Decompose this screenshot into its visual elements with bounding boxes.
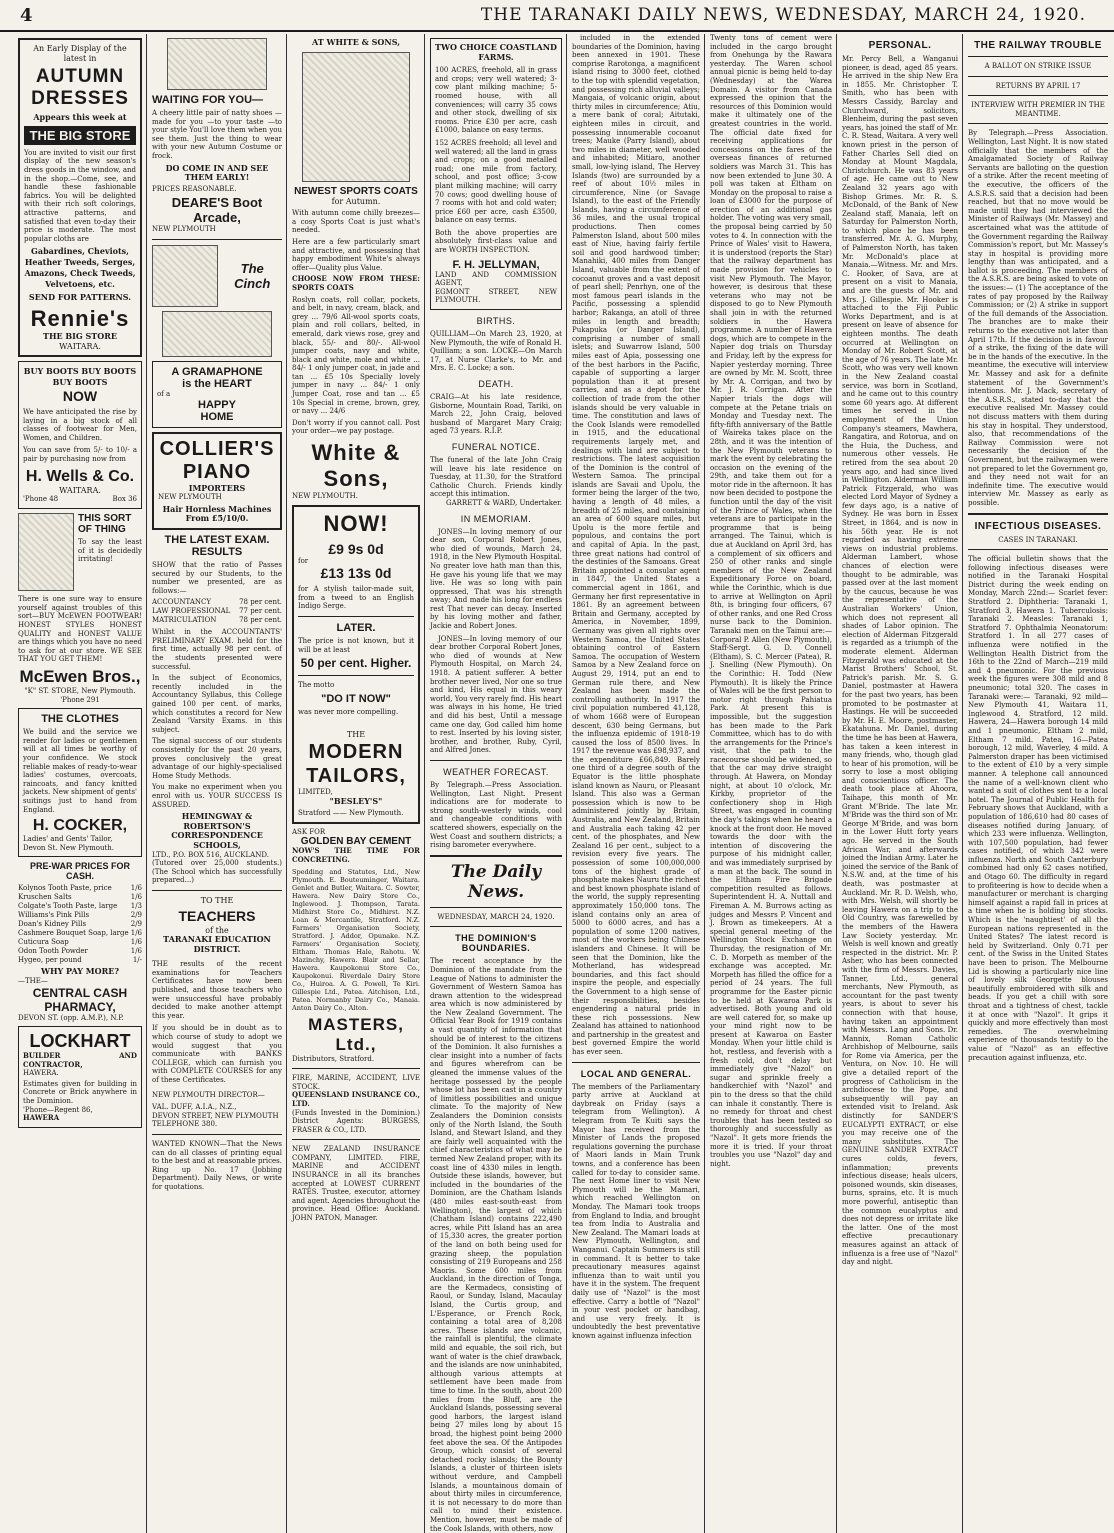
column-5 [568,34,704,1533]
funeral-signature: GARRETT & WARD, Undertaker. [446,498,562,507]
ad-body: The price is not known, but it will be at least [298,637,414,654]
price-item: Hygeo, per pound [18,956,82,965]
column-2 [148,34,286,1533]
column-7 [838,34,962,1533]
ad-body: SHOW that the ratio of Passes secured by our Students, to the number we presented, are as follows:— [152,560,282,595]
memoriam-notice: JONES—In loving memory of our dear son, Corporal Robert Jones, who died of wounds, March 24, 1918, in the New Plymouth Hospital. No greater love hath man than this, He gave his young life that we may live. He was so long with pain oppressed, That was his strength away; And made his long for endless rest That never can decay. Inserted by his loving mother and father, Jackie and Robert Jones. [430,527,562,631]
result-value: 77 per cent. [239,607,282,616]
ad-headline: AUTUMN [35,66,125,88]
autumn-dresses-ad [18,38,142,357]
column-3 [288,34,424,1533]
farm-listing: 152 ACRES freehold; all level and well watered; all the land in grass and crops; on a good metalled road; one mile from factory, school, and post office; 3-cow plant milking machine; will carry 70 cows; good dwelling house of 7 rooms with hot and cold water; price £60 per acre, cash £3500, balance on easy terms. [435,138,557,225]
man-portrait-illustration [152,245,218,307]
price-item: Doan's Kidney Pills [18,920,87,929]
ad-headline: LATER. [336,622,376,634]
section-heading: PERSONAL. [868,40,932,51]
ad-body: We have anticipated the rise by laying in a big stock of all classes of footwear for Men, Women, and Children. [23,408,137,442]
price-item: Kolynos Tooth Paste, price [18,884,112,893]
result-value: 78 per cent. [239,598,282,607]
ad-body: We build and the service we render for ladies or gentlemen will at all times be worthy of your confidence. We stock reliable makes of ready-to-wear ladies' costumes, overcoats, raincoats, and fancy knitted jackets. New shipment of gents' suitings just to hand from England. [23,728,137,814]
ad-headline: WAITING FOR YOU— [152,94,264,106]
funeral-notice: The funeral of the late John Craig will leave his late residence on Tuesday, at 11.30, for the Stratford Catholic Church. Friends kindly accept this intimation. [430,455,562,499]
ad-headline: THE CLOTHES [41,713,119,726]
price-value: £13 13s 0d [320,565,392,582]
price-item: Kruschen Salts [18,893,72,902]
school-address: LTD., P.O. BOX 516, AUCKLAND. [152,850,269,859]
store-name: MODERN TAILORS, [306,740,406,787]
article-subhead: RETURNS BY APRIL 17 [995,81,1081,90]
store-sub: Ladies' and Gents' Tailor, [23,835,113,844]
result-subject: MATRICULATION [152,616,217,625]
gramophone-ad [152,245,282,428]
nz-insurance-ad: NEW ZEALAND INSURANCE COMPANY, LIMITED. FIRE, MARINE and ACCIDENT INSURANCE in all its branches accepted at LOWEST CURRENT RATES. Trustee, executor, attorney and agent. Agencies throughout the province. Head Office: Auckland. JOHN PATON, Manager. [292,1145,420,1223]
ad-callout: WHY PAY MORE? [40,966,120,977]
director-address: DEVON STREET, NEW PLYMOUTH [152,1111,279,1120]
ad-headline: GOLDEN BAY CEMENT [300,836,412,848]
ad-body: A cheery little pair of natty shoes —made for you —to your taste —to your style You'll love them when you see them. Just the thing to wear with your new Autumn Costume or frock. [152,109,282,160]
price-item: Colgate's Tooth Paste, large [18,902,118,911]
store-town: WAITARA. [59,485,101,495]
exam-results-ad [152,534,282,885]
mcewen-ad [18,513,142,704]
ad-body: Estimates given for building in Concrete or Brick anywhere in the Dominion. [23,1079,137,1106]
price-item: Odon Tooth Powder [18,947,88,956]
price-value: 1/3 [130,902,142,911]
pharmacy-ad [18,861,142,1022]
agent-name: F. H. JELLYMAN, [452,258,540,271]
ad-headline: TWO CHOICE COASTLAND FARMS. [435,42,557,62]
ad-headline: DRESSES [31,88,129,110]
personal-news: Mr. Percy Bell, a Wanganui pioneer, is dead, aged 85 years. He arrived in the ship New Era in 1855. Mr. Christopher T. Smith, who has been with Messrs Cassidy, Barclay and Churchward, solicitors, Blenheim, during the past seven years, has joined the staff of Mr. C. R. Stead, Waitara. A very well known priest in the person of Father Charles Sell died on Monday at Mount Magdala, Christchurch. He was 83 years of age. He came out to New Zealand 32 years ago with Bishop Grimes. Mr. R. S. McDonald, of the Bank of New Zealand staff, Manaia, left on Saturday for Palmerston North, to which place he has been transferred. Mr. A. G. Murphy, of Palmerston North, has taken Mr. McDonald's place at Manaia.—Witness. Mr. and Mrs. C. Hooker, of Sava, are at present on a visit to Manaia, and are the guests of Mr. and Mrs. J. Gillespie. Mr. Hooker is attached to the Fiji Public Works Department, and is at present on leave of absence for eighteen months. The death occurred at Wellington on Monday of Mr. Robert Scott, at the age of 76 years. The late Mr. Scott, who was very well known in the New Zealand coastal service, was born in Scotland, and he came out to this country some 60 years ago. At different times he served in the employment of the Union Company's steamers, Mawhera, Rangatira, and Rotorua, and on the Huia, the Duchess, and numerous other vessels. He retired from the sea about 20 years ago, and had since lived in Wellington. Alderman William Patrick Fitzgerald, who was elected Lord Mayor of Sydney a few days ago, is a native of Sydney. He was born in Essex Street, in 1864, and is now in his 56th year. He is not regarded as having extreme views on industrial problems. Alderman Lambert, whose chances of election were thought to be admirable, was passed over at the last moment by the caucus, because he was the representative of the Australian Workers' Union, which does not represent all shades of Labor opinion. The election of Alderman Fitzgerald is regarded as a triumph of the moderate element. Alderman Fitzgerald was educated at the Marist Brothers' School, St. Patrick's parish. Mr. S. G. Daniel, postmaster at Hawera for the past two years, has been promoted to be postmaster at Hastings. He will be succeeded by Mr. H. E. Moore, postmaster, Ekatahuna. Mr. Daniel, during the time he has been at Hawera, has taken a keen interest in many friends, who, though glad to hear of his promotion, will be sorry to lose a most obliging and conscientious officer. The death took place at Ahoora, Taihape, this month of Mr. Grant M'Bride. The late Mr. M'Bride was the third son of Mr. George M'Bride, and was born in the Lower Hutt forty years ago. He served in the South African War, and afterwards joined the Indian Army. Later he joined the service of the Bank of N.S.W. and, at the time of his death, was postmaster at Auckland. Mr. R. D. Welsh, who, with Mrs. Welsh, will shortly be leaving Hawera on a trip to the Old Country, was farewelled by the members of the Hawera Law Society yesterday. Mr. Welsh is well known and greatly respected in the district. Mr. P. Asher, who has been connected with the firm of Messrs. Davies, Tanner, Ltd., general merchants, New Plymouth, as accountant for the past twenty years, is about to sever his connection with that house, having taken an appointment with Messrs. Lang and Sons. Dr. Mannix, Roman Catholic Archbishop of Melbourne, sails for Rome via America, per the Ventura, on Nov. 10. He will give a detailed report of the progress of Catholicism in the archdiocese to the Pope, and subsequently will pay an extended visit to Ireland. Ask distinctly for SANDER'S EUCALYPTI EXTRACT, or else you may receive one of the many substitutes. The GENUINE SANDER EXTRACT cures colds, fevers, inflammation; prevents infectious disease; heals ulcers, poisoned wounds, skin diseases, burns, sprains, etc. It is much more powerful, antiseptic than the common eucalyptus and does not depress or irritate like the latter. One of the most effective precautionary measures against an attack of influenza is a free use of "Nazol" day and night. [842,55,958,1267]
store-town: NEW PLYMOUTH [152,225,216,234]
ad-headline: BUY BOOTS BUY BOOTS BUY BOOTS [23,366,137,388]
masthead [0,0,1114,32]
ad-subhead: for Autumn. [331,196,381,206]
ad-body: Here are a few particularly smart and attractive, and possessing that happy embodiment White's always offer—Quality plus Value. [292,237,420,272]
price-item: Cashmere Bouquet Soap, large [18,929,129,938]
death-notice: CRAIG—At his late residence, Gisborne, Mountain Road, Tariki, on March 22, John Craig, beloved husband of Margaret Mary Craig; aged 73 years. R.I.P. [430,393,562,436]
clothes-ad [18,708,142,857]
price-value: 1/- [132,956,142,965]
result-subject: ACCOUNTANCY [152,598,211,607]
price-item: Williams's Pink Pills [18,911,90,920]
store-town: HAWERA. [23,1069,59,1078]
store-sub: LIMITED, [298,787,333,796]
weather-report: By Telegraph.—Press Association. Wellington, Last Night. Present indications are for moderate to strong south-westerly winds, cool and changeable conditions with scattered showers, especially on the West Coast and southern districts; a rising barometer everywhere. [430,780,562,850]
editorial-masthead: The Daily News. [450,861,542,902]
store-address: Devon St. New Plymouth. [23,843,115,852]
price-value: 2/9 [130,920,142,929]
article-headline: THE RAILWAY TROUBLE [974,40,1102,51]
ad-headline: HAPPY [198,398,236,411]
ad-body: The signal success of our students consistently for the past 20 years, proves conclusively the great advantage of our highly-specialised Home Study Methods. [152,737,282,780]
article-subhead: A BALLOT ON STRIKE ISSUE [984,62,1092,70]
column-8 [964,34,1112,1533]
local-news: Twenty tons of cement were included in the cargo brought from Onehunga by the Rawara yesterday. The Waren school annual picnic is being held to-day (Wednesday) at the Warea Domain. A visitor from Canada expressed the opinion that the resources of this Dominion would make it ultimately one of the greatest countries in the world. The official date fixed for receiving applications for concessions on the fares of the overseas finances of returned soldiers was March 31. This has now been extended to June 30. A poll was taken at Eltham on Monday on the proposal to raise a loan of £3000 for the purpose of erection of an additional gas holder. The voting was very small, the proposal being carried by 50 votes to 4. In connection with the Prince of Wales' visit to Hawera, it is understood (reports the Star) that the railway department has made provision for vehicles to visit New Plymouth. The Mayor, however, is desirous that these veterans who may not be disposed to go to New Plymouth shall join in with the returned soldiers in the Hawera programme. A number of Hawera dogs, which are to compete in the Napier dog trials on Thursday and Friday, left by the express for Napier yesterday morning. Three are owned by Mr. M. Scott, three by Mr. A. Corrigan, and two by Mr. J. R. Corrigan. After the Napier trials the dogs will compete at the Petane trials on Monday and Tuesday next. The fifty-fifth anniversary of the Battle of Waireka takes place on the 28th, and it was the intention of the New Plymouth veterans to mark the event by celebrating the occasion on the evening of the 29th, and take them out for a motor ride in the afternoon. It has now been decided to postpone the function until the day of the visit of the Prince of Wales, when the veterans are to participate in the programme that is being arranged. The Tainui, which is due at Auckland on April 3rd, has a complement of six officers and 250 of other ranks and single members of the New Zealand Expeditionary Force on board, while the Corinthic, which is due to arrive at Wellington on April 8th, is bringing four officers, 67 of other ranks, and one Red Cross nurse back to the Dominion. Taranaki men on the Tainui are:—Corporal P. Allen (New Plymouth), Staff-Sergt. G. D. Connell (Eltham), S. C. Mercer (Patea), R. J. Snelling (New Plymouth). On the Corinthic: H. Todd (New Plymouth). It is likely the Prince of Wales will be the first person to motor right through Pahiatua Park. At present this is impossible, but the suggestion has been made to the Park Committee, which has to do with the arrangements for the Prince's visit, that the path to the racecourse should be widened, so that the car may drive straight through. At Hawera, on Monday night, at about 10 o'clock, Mr. Kirkby, proprietor of the confectionery shop in High Street, was engaged in counting the day's takings when he heard a knock at the front door. He moved towards the door with the intention of discovering the purpose of his midnight caller, and was immediately surprised by a man at the back. The sound in the Eltham Fire Brigade competition resulted as follows. Superintendent H. A. Nuttall and Fireman A. M. Burrows acting as judges and Messrs P. Vincent and J. Brown as timekeepers. At a special general meeting of the Wellington Stock Exchange on Thursday, the resignation of Mr. C. D. Morpeth as member of the exchange was accepted. Mr. Morpeth has filled the office for a period of 24 years. The full programme for the Easter picnic to be held at Kawaroa Park is advertised. Both young and old are well catered for, so make up your mind right now to be present at Kawaroa on Easter Monday. When your little child is hot, restless, and feverish with a fresh cold, don't delay but immediately give "Nazol" on sugar and sprinkle freely a handkerchief with "Nazol" and pin to the dress so that the child can inhale it constantly. There is no remedy for throat and chest troubles that has been tested so thoroughly and successfully as "Nazol". It gets more friends the more it is tried. If your throat troubles you use "Nazol" day and night. [710,34,832,1168]
section-heading: WEATHER FORECAST. [443,766,549,777]
ad-callout: DO COME IN AND SEE THEM EARLY! [165,162,269,183]
article-body: included in the extended boundaries of the Dominion, having been annexed in 1901. These comprise Rarotonga, a magnificent island rising to 3000 feet, clothed to the top with splendid vegetation, and possessing rich alluvial valleys; Mangaia, of volcanic origin, about thirty miles in circumference; Atiu, a mere bank of coral; Aitutaki, eighteen miles in circuit, and possessing innumerable cocoanut trees; Mauke (Parry Island), about two miles in diameter, well wooded and inhabited; Mitiaro, another small, low-lying island, The Hervey Islands (two) are surrounded by a reef of about 10½ miles in circumference, Nine (or Savage Island), to the east of the Friendly Islands, having a circumference of 36 miles, and the usual tropical productions. Then comes Palmerston Island, about 500 miles east of Niue, having fairly fertile soil and good hardwood timber; Manahiki, 400 miles from Danger Island, valuable from the extent of cocoanut groves and a vast deposit of pearl shell; Penrhyn, one of the most famous pearl islands in the Pacific, possessing a splendid harbor; Rakanga, an atoll of three miles in length and breadth; Pukapuka (or Danger Island), comprising a number of small islets; and Suwarrow Island, 500 miles east of Apia, possessing one of the best harbors in the Pacific, capable of supporting a larger population than it at present carries, and as a depot for the collection of trade from the other islands should be very valuable in time. The constitution and laws of the Cook Islands were remodelled in 1915, and the educational requirements largely met, and dealings with land are subject to restrictions. The latest acquisition of the Dominion is the control of Western Samoa. The principal islands are Savaii and Upolu, the former being the larger of the two, having a length of 48 miles, a breadth of 25 miles, and containing an area of 600 square miles, but Upolu is the more fertile and populous, and contains the port and capital of Apia. In the past, three great nations had control of the destinies of the Samoans. Great Britain appointed a consular agent in 1847, the United States a commercial agent in 1861, and Germany her first representative in 1861. By an agreement between Britain and Germany, accepted by America, in November, 1899, Germany was given all rights over Western Samoa, the United States obtaining control of Eastern Samoa. The occupation of Western Samoa by a New Zealand force on August 29, 1914, put an end to German rule there, and New Zealand has been made the controlling authority. In 1917 the civil population numbered 41,128, of whom 1668 were of European descent, 630 being Germans, but the influenza epidemic of 1918-19 caused the loss of 8500 lives. In 1917 the revenue was £98,937, and the expenditure £66,849. Barely one third of a degree south of the Equator is the little phosphate island known as Nauru, or Pleasant Island. This also was a German possession which is now to be administered jointly by Britain, Australia, and New Zealand, Britain and Australia each taking 42 per cent. of the phosphates, and New Zealand 16 per cent., subject to a revision every five years. The possession of some 100,000,000 tons of the highest grade of phosphate makes Nauru the richest and best known phosphate island of the world, the supply representing approximately 150,000 tons. The island contains only an area of 5000 to 6000 acres, and has a population of some 1200 natives, most of the workers being Chinese islanders and Chinese. It will be seen that the Dominion, like the Motherland, has widespread boundaries, and this fact should inspire the people, and especially the Government to a high sense of their responsibilities, besides engendering a natural pride in these rich possessions. New Zealand has attained to nationhood and partnership in the greatest and best governed Empire the world has ever seen. [572,34,700,1057]
farms-ad [430,38,562,310]
column-6 [706,34,836,1533]
teachers-ad [152,896,282,1129]
ad-callout: 50 per cent. Higher. [300,656,412,671]
column-4 [426,34,566,1533]
ad-headline: PIANO [182,460,252,483]
ad-callout: SEND FOR PATTERNS. [28,292,132,303]
section-heading: FUNERAL NOTICE. [451,441,541,452]
white-sons-ad [292,38,420,501]
store-address: DEVON ST. (opp. A.M.P.), N.P. [18,1013,124,1022]
section-heading: DEATH. [478,379,514,389]
price-value: 1/6 [130,947,142,956]
section-heading: IN MEMORIAM. [460,513,532,524]
store-phone: 'Phone—Regent 86, [23,1105,93,1114]
ad-label: ASK FOR [292,827,326,836]
store-banner: THE BIG STORE [24,126,136,145]
store-name: Rennie's [30,305,130,331]
ad-brand: The Cinch [234,260,271,291]
ad-headline: NOW [62,388,98,405]
ad-callout: "DO IT NOW" [321,692,391,705]
ad-label: THE [346,730,366,740]
section-heading: BIRTHS. [476,316,516,327]
store-town: NEW PLYMOUTH [158,493,222,502]
ad-body: was never more compelling. [298,707,399,716]
shoe-illustration [167,38,267,90]
ad-body: If you should be in doubt as to which course of study to adopt we would suggest that you communicate with BANKS COLLEGE, which can furnish you with COMPLETE COURSES for any of these Certificates. [152,1024,282,1084]
store-town: NEW PLYMOUTH. [292,492,358,501]
store-town: Stratford —— New Plymouth. [298,809,404,818]
ad-label: of a [157,389,171,398]
buy-boots-ad [18,361,142,509]
store-name: MASTERS, Ltd., [308,1014,404,1054]
store-sub: Distributors, Stratford. [292,1054,375,1063]
ad-body: for A stylish tailor-made suit, from a tweed to an English Indigo Serge. [298,585,414,611]
ad-body: Both the above properties are absolutely first-class value and are WORTH INSPECTION. [435,228,557,255]
store-address: "K" ST. STORE, New Plymouth. 'Phone 291 [24,687,136,704]
store-phone: 'Phone 48 [23,495,59,504]
store-sub: THE BIG STORE [43,330,117,341]
agent-sub: LAND AND COMMISSION AGENT, [435,270,557,288]
article-subhead: INTERVIEW WITH PREMIER IN THE MEANTIME. [971,101,1105,118]
ad-headline: THIS SORT OF THING [78,513,132,536]
ad-body: You make no experiment when you enrol with us. YOUR SUCCESS IS ASSURED. [152,783,282,809]
store-name: COLLIER'S [159,437,275,460]
price-value: 1/6 [130,893,142,902]
store-town: WAITARA. [59,341,101,351]
price-value: 2/9 [130,911,142,920]
article-body: The recent acceptance by the Dominion of the mandate from the League of Nations to administer the Government of Western Samoa has drawn attention to the widespread area which is now administered by the New Zealand Government. The Official Year Book for 1919 contains a vast quantity of information that should be of interest to the citizens of the Dominion. It also furnishes a clear insight into a number of facts and figures wherefrom can be gleaned the immense values of the heritage possessed by the people whose lot has been cast in a country of limitless possibilities and unique climate. To the majority of New Zealanders the Dominion consists only of the North Island, the South Island, and Stewart Island, and they are fairly well acquainted with the chief characteristics of what may be termed New Zealand proper, with its coast line of 4330 miles in length. Outside these islands, however, but included in the boundaries of the Dominion, are the Chatham Islands (480 miles east-south-east from Wellington), the largest of which (Chatham Island) contains 222,490 acres, while Pitt Island has an area of 15,330 acres, the greater portion of the land on both being used for grazing sheep, the population consisting of 219 Europeans and 258 Maoris. Some 600 miles from Auckland, in the direction of Tonga, are the Kermadecs, consisting of Raoul, or Sunday, Island, Macaulay Island, the Curtis group, and L'Esperance, or French Rock, containing a total area of 8,208 acres. These islands are volcanic, the rainfall is plentiful, the climate mild and equable, the soil rich, but want of water is the chief drawback, and the islands are now uninhabited, although various attempts at settlement have been made from time to time. In the south, about 200 miles from the Bluff, are the Auckland Islands, possessing several good harbors, the largest island being 27 miles long by about 15 broad, the highest point being 2000 feet above the sea. Of the Antipodes Group, which consist of several detached rocky islands; the Bounty Islands, a cluster of thirteen islets without verdure, and Campbell Islands, a mountainous domain of about thirty miles in circumference, it is not necessary to do more than call to mind their existence. Mention, however, must be made of the Cook Islands, with others, now [430,957,562,1533]
ad-callout: Hair Hornless Machines From £5/10/0. [162,503,272,524]
ad-body: You can save from 5/- to 10/- a pair by purchasing now from [23,446,137,464]
ad-headline: NOW! [323,510,389,536]
editorial-date: WEDNESDAY, MARCH 24, 1920. [437,912,555,921]
result-subject: LAW PROFESSIONAL [152,607,231,616]
article-body: By Telegraph.—Press Association. Wellington, Last Night. It is now stated officially that the members of the Amalgamated Society of Railway Servants are balloting on the question of a strike. After the recent meeting of the executive, the officers of the A.S.R.S. said that a decision had been reached, but that no move would be made until they had interviewed the Minister of Railways (Mr. Massey) and ascertained what was the attitude of the Government regarding the Railway Commission's report, but Mr. Massey's stay in hospital is providing more lengthy than was anticipated, and a ballot is proceeding. The members of the A.S.R.S. are being asked to vote on the issues:— (1) The acceptance of the rates of pay proposed by the Railway Commission; or (2) A strike in support of the full demands of the Association. The branches are to make their returns to the executive not later than April 17th. If the decision is in favour of a strike, the fixing of the date will be in the hands of the executive. In the meantime, the executive will interview Mr. Massey and ask for a definite statement of the Government's intentions. Mr. J. Mack, secretary of the A.S.R.S., stated to-day that the executive realised Mr. Massey could not discuss matters with them during his stay in hospital. They understood, also, that recommendations of the Railway Commission were not necessarily the decision of the Government, but the railwaymen were not prepared to let the Government go, and they need not wait for an indefinite time. The executive would interview Mr. Massey as early as possible. [968,129,1108,507]
director-phone: TELEPHONE 380. [152,1120,218,1129]
column-1 [14,34,146,1533]
ad-headline: is the HEART [182,377,252,390]
page-number: 4 [20,4,33,26]
births-notice: QUILLIAM—On March 23, 1920, at New Plymouth, the wife of Ronald H. Quilliam; a son. LOCKE—On March 17, at Nurse Clarke's, to Mr. and Mrs. E. C. Locke; a son. [430,330,562,373]
price-value: £9 9s 0d [328,540,384,557]
article-subhead: CASES IN TARANAKI. [998,535,1078,544]
price-item: Cuticura Soap [18,938,69,947]
deare-boot-ad [152,38,282,234]
page-title: THE TARANAKI DAILY NEWS, WEDNESDAY, MARCH 24, 1920. [480,5,1086,25]
ad-body: There is one sure way to ensure yourself against troubles of this sort—BUY McEWEN FOOTWEAR! HONEST STYLES HONEST QUALITY and HONEST VALUE are things which you have no need to ask for at our store. WE SEE THAT YOU GET THEM! [18,595,142,664]
ad-body: THE results of the recent examinations for Teachers Certificates have now been published, and those teachers who were unsuccessful have probably decided to make another attempt this year. [152,960,282,1020]
ad-label: TO THE [200,895,234,905]
ad-label: for [298,556,309,565]
ad-body: Whilst in the ACCOUNTANTS' PRELIMINARY EXAM. held for the first time, actually 98 per cent. of the students presented were successful. [152,628,282,671]
ad-callout: CHOOSE NOW FROM THESE: SPORTS COATS [292,274,420,292]
woman-in-coat-illustration [302,52,410,182]
ad-subhead: NOW'S THE TIME FOR CONCRETING. [292,846,420,864]
store-name: McEwen Bros., [19,667,141,686]
ad-headline: QUEENSLAND INSURANCE CO., LTD. [292,1090,420,1108]
ad-subhead: TARANAKI EDUCATION DISTRICT. [163,934,271,954]
collier-piano-ad [152,432,282,530]
cement-ad [292,828,420,1063]
school-note: (Tutored over 25,000 students.) (The School which has successfully prepared...) [152,859,282,885]
result-value: 78 per cent. [239,616,282,625]
cartoon-figure-illustration [18,513,74,591]
article-body: The official bulletin shows that the following infectious diseases were notified in the Taranaki Hospital District during the week ending on Monday, March 22nd:— Scarlet fever: Stratford 2. Diphtheria: Taranaki 1, Stratford 3, Hawera 1. Tuberculosis: Taranaki 2. Measles: Taranaki 1, Stratford 7. Ophthalmia Neonatorum: Stratford 1. In all 277 cases of influenza were notified in the Wellington Health District from the 16th to the 22nd of March—219 mild and 4 pneumonic. For the previous week the figures were 308 mild and 8 pneumonic; total 320. The cases in Taranaki were:— Taranaki, 92 mild—New Plymouth 41, Waitara 11, Inglewood 4, Stratford, 12 mild. Hawera, 24—Hawera borough 14 mild and 1 pneumonic, Eltham 2 mild, Eltham 7 mild. Patea, 16—Patea borough, 12 mild, Waverley, 4 mild. A Palmerston draper has been victimised to the extent of £10 by a very simple manner. A telephone call announced the name of a well-known client who wanted a suit of clothes sent to a local hotel. The Journal of Public Health for February shows that Auckland, with a population of 186,610 had 80 cases of diseases notified during January, of which 233 were influenza. Wellington, with 107,500 population, had fewer cases notified, of which 342 were influenza. North and South Canterbury combined had only 62 cases notified, and Otago 60. The difficulty in regard to profiteering is how to decide when a manufacturer or merchant is charging himself against a rapid fall in prices at a time when he is holding big stocks. Which is the 'naughtiest' of all the European nations represented in the United States? The latest record is held by Switzerland. Only 0.71 per cent. of the Swiss in the United States have been to prison. The Melbourne Lid is showing a particularly nice line of lovely silk Georgette blouses beautifully embroidered with silk and beads. If you get a chill with sore throat and a tightness of chest, tackle it at once with "Nazol". It grips it quickly and more effectively than most remedies. The overwhelming experience of thousands testify to the value of "Nazol" as an effective precaution against influenza, etc. [968,555,1108,1062]
ad-body: To say the least of it is decidedly irritating! [78,538,142,564]
ad-label: —THE— [18,976,48,985]
store-town: HAWERA [23,1113,60,1123]
queensland-insurance-ad [292,1074,420,1134]
modern-tailors-ad [292,505,420,824]
ad-headline: AT WHITE & SONS, [312,37,400,47]
section-heading: LOCAL AND GENERAL. [580,1068,692,1079]
printing-notice: WANTED KNOWN—That the News can do all classes of printing equal to the best and at reasonable prices. Ring up No. 17 (Jobbing Department). Daily News, or write for quotations. [152,1139,282,1191]
ad-headline: NEWEST SPORTS COATS [294,185,418,197]
ad-body: Roslyn coats, roll collar, pockets, and belt, in navy, cream, black, and grey ... 79/6 All-wool sports coats, plain and roll collars, belted, in emerald, dark views rose, grey and black, 55/- and 80/-. All-wool jumper coats, navy and white, black and white, mole and white ... 84/- 1 only jumper coat, in jade and tan ... £5 10s Specially lovely jumper in navy ... 84/- 1 only Jumper Coat, rose and tan ... £5 10s Special in creme, brown, grey, or navy ... 24/6 [292,295,420,416]
store-name: H. COCKER, [32,817,128,835]
ad-headline: THE LATEST EXAM. RESULTS [164,533,270,558]
local-news: The members of the Parliamentary party arrive at Auckland at daybreak on Friday (says a telegram from Wellington). A telegram from Te Kuiti says the Mayor has received from the Minister of Lands the proposed regulations governing the purchase of Maori lands in Main Trunk towns, and a conference has been called for to-day to consider same. The next Home liner to visit New Plymouth will be the Mamari, which reached Wellington on Monday. The Mamari took troops from England to India, and brought tea from India to Australia and New Zealand. The Mamari loads at New Plymouth, Wellington, and Wanganui. Captain Summers is still in command. It is better to take precautionary measures against influenza than to wait until you have it in the system. The frequent daily use of "Nazol" is the most effective. Carry a bottle of "Nazol" in your vest pocket or handbag, and use very freely. It is undoubtedly the best preventative known against influenza infection [572,1082,700,1340]
store-name: LOCKHART [29,1031,131,1052]
store-name: H. Wells & Co. [25,467,135,485]
ad-label: of the [205,925,229,935]
ad-label: The motto [298,681,335,690]
store-name: White & Sons, [311,440,401,492]
price-value: 1/6 [130,929,142,938]
price-value: 1/6 [130,938,142,947]
director-label: NEW PLYMOUTH DIRECTOR— [152,1090,265,1099]
store-name: DEARE'S Boot Arcade, [171,195,263,226]
store-name: CENTRAL CASH PHARMACY, [32,985,128,1014]
agent-list: Spedding and Statutes, Ltd., New Plymouth. E. Bouteuminger, Waitara. Genlet and Butler, Waitara. C. Sowter, Hawera. New Dairy Store Co., Inglewood. J. Thompson, Tarata. Midhirst Store Co., Midhirst. N.Z. Loan & Mercantile, Stratford. N.Z. Farmers' Organisation Society, Stratford. J. Addor, Opunake. N.Z. Farmers' Organisation Society, Eltham. Thomas Hale, Rahotu. W. Mazinchy, Hawera. Blair and Sellar, Hawera. Kaupokonui Store Co., Kaupokonui. Riverdale Dairy Store Co., Huiroa. A. G. Powell, Te Kiri. Gillespie Ltd., Patea. Aitchison, Ltd., Patea. Normanby Dairy Co., Manaia. Anton Dairy Co., Alton. [292,867,420,1012]
ad-subhead: Appears this week at [33,112,127,123]
ad-body: With autumn come chilly breezes—a cosy Sports Coat is just what's needed. [292,209,420,235]
ad-body: You are invited to visit our first display of the new season's dress goods in the window, and in the shop.—Come, see, and handle these fashionable fabrics. You will be delighted with their rich soft colorings, attractive patterns, and satisfied that even to-day their price is moderate. The most popular cloths are [24,148,136,243]
price-value: 1/6 [130,884,142,893]
director-name: VAL. DUFF, A.I.A., N.Z., [152,1103,237,1112]
article-headline: THE DOMINION'S BOUNDARIES. [455,933,537,954]
article-headline: INFECTIOUS DISEASES. [974,520,1102,532]
store-sub: "BESLEY'S" [329,795,383,806]
agent-address: EGMONT STREET, NEW PLYMOUTH. [435,287,557,305]
school-name: HEMINGWAY & ROBERTSON'S CORRESPONDENCE SCHOOLS, [171,811,263,850]
gramophone-illustration [162,311,272,357]
ad-headline: HOME [200,410,234,423]
memoriam-notice: JONES—In loving memory of our dear brother Corporal Robert Jones, who died of wounds at New Plymouth Hospital, on March 24, 1918. A patient sufferer. A better brother never lived, Nor one so true and kind, His equal in this weary world, You very rarely find. His heart was always in his home, He tried and did his best, Until a message came one day, God called him home to rest. Inserted by his loving sister, brother, and brother, Ruby, Cyril, and Alfred Jones. [430,634,562,755]
farm-listing: 100 ACRES, freehold, all in grass and crops; very well watered; 3-cow plant milking machine; 5-roomed house, with all conveniences; will carry 35 cows and other stock, dwelling of six rooms. Price £30 per acre, cash £1000, balance on easy terms. [435,66,557,135]
lockhart-ad [18,1026,142,1128]
ad-label: PRICES REASONABLE. [152,184,237,193]
ad-body: In the subject of Economics, recently included in the Accountancy Syllabus, this College gained 100 per cent. of marks, which constitutes a record for New Zealand 'Varsity Exams. in this subject. [152,674,282,734]
ad-headline: PRE-WAR PRICES FOR CASH. [29,861,130,882]
store-sub: BUILDER AND CONTRACTOR, [23,1051,137,1069]
ad-headline: TEACHERS [178,907,256,924]
store-box: Box 36 [112,495,137,504]
ad-body: (Funds Invested in the Dominion.) District Agents: BURGESS, FRASER & CO., LTD. [292,1108,420,1134]
ad-subhead: IMPORTERS [188,482,246,493]
ad-label: FIRE, MARINE, ACCIDENT, LIVE STOCK. [292,1074,420,1091]
ad-body: Don't worry if you cannot call. Post your order—we pay postage. [292,418,420,436]
cloth-list: Gabardines, Cheviots, Heather Tweeds, Serges, Amazons, Check Tweeds, Velvetoens, etc. [24,246,136,290]
ad-intro: An Early Display of the latest in [33,44,127,63]
ad-headline: A GRAMAPHONE [171,365,263,378]
